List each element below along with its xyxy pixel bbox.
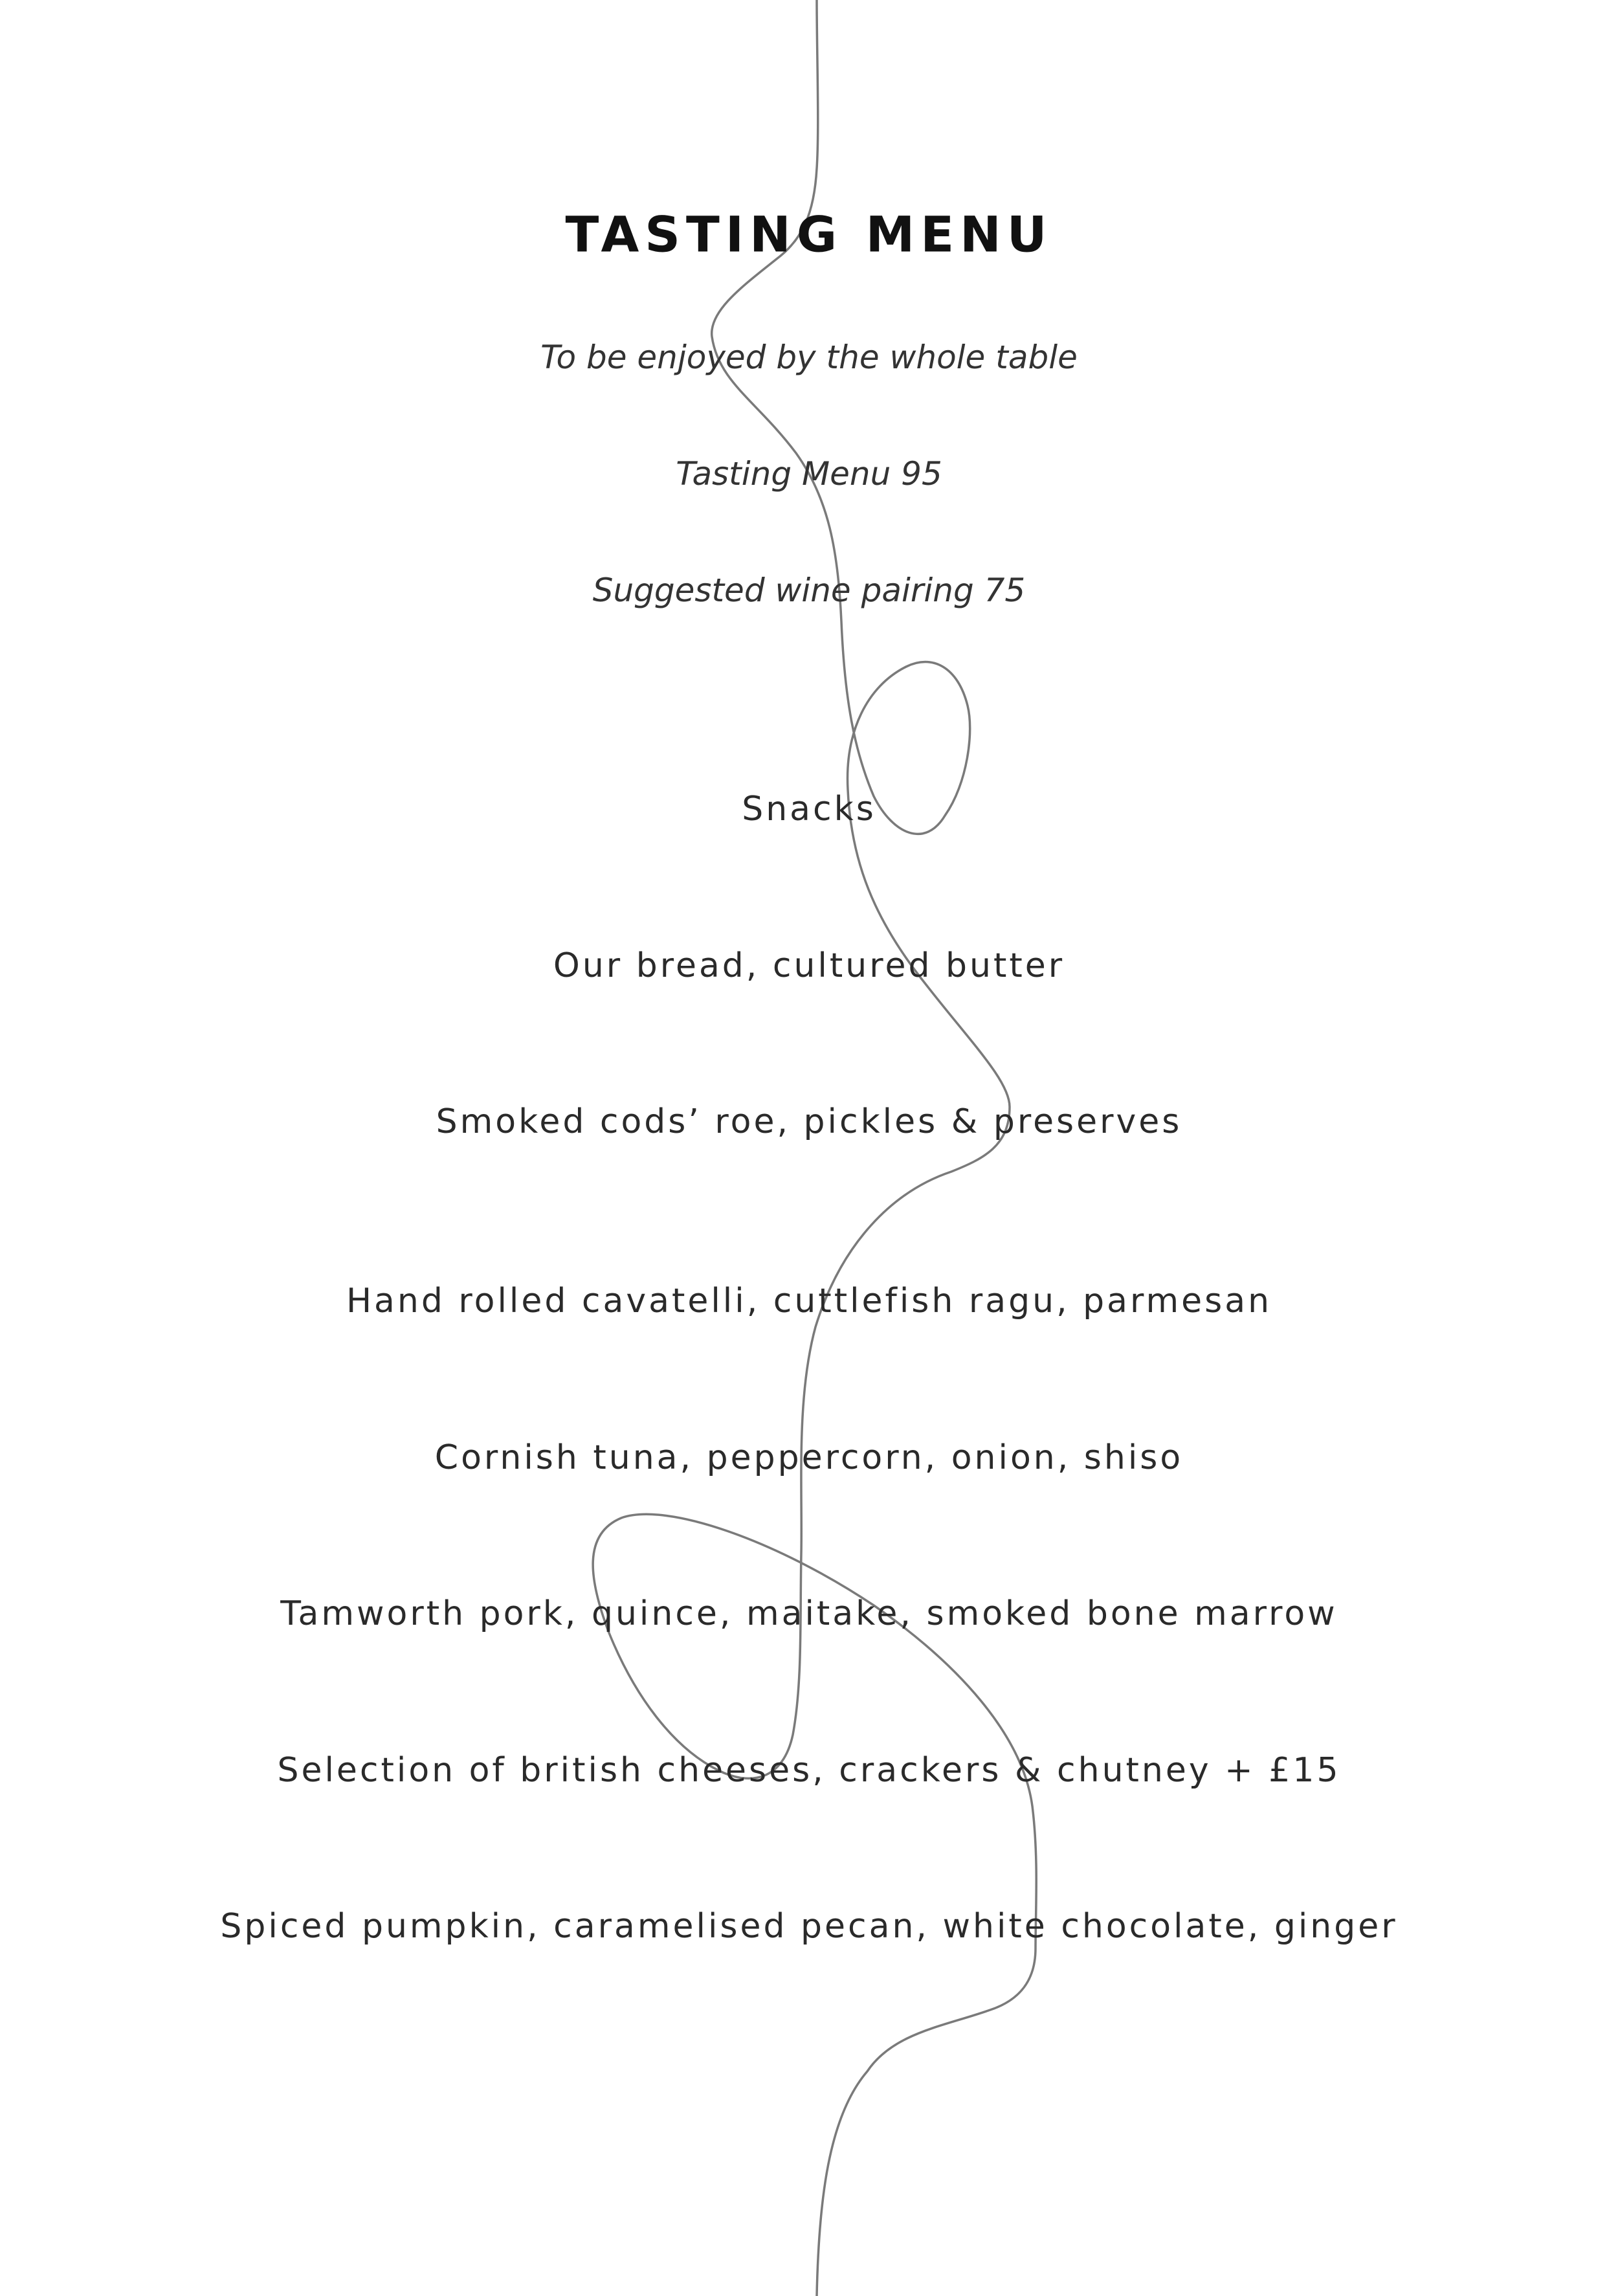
course-item: Spiced pumpkin, caramelised pecan, white chocolate, ginger	[220, 1907, 1398, 1946]
subtitle: To be enjoyed by the whole table	[540, 339, 1078, 376]
course-item: Selection of british cheeses, crackers & chutney + £15	[277, 1751, 1341, 1790]
course-item: Tamworth pork, quince, maitake, smoked bone marrow	[280, 1594, 1338, 1633]
course-item: Snacks	[742, 790, 876, 829]
wine-pairing-price: Suggested wine pairing 75	[592, 572, 1026, 609]
course-item: Our bread, cultured butter	[553, 946, 1065, 985]
page-title: TASTING MENU	[565, 205, 1053, 263]
course-item: Smoked cods’ roe, pickles & preserves	[436, 1102, 1182, 1141]
course-item: Cornish tuna, peppercorn, onion, shiso	[434, 1438, 1184, 1477]
menu-price: Tasting Menu 95	[676, 455, 942, 493]
course-item: Hand rolled cavatelli, cuttlefish ragu, parmesan	[346, 1282, 1272, 1321]
